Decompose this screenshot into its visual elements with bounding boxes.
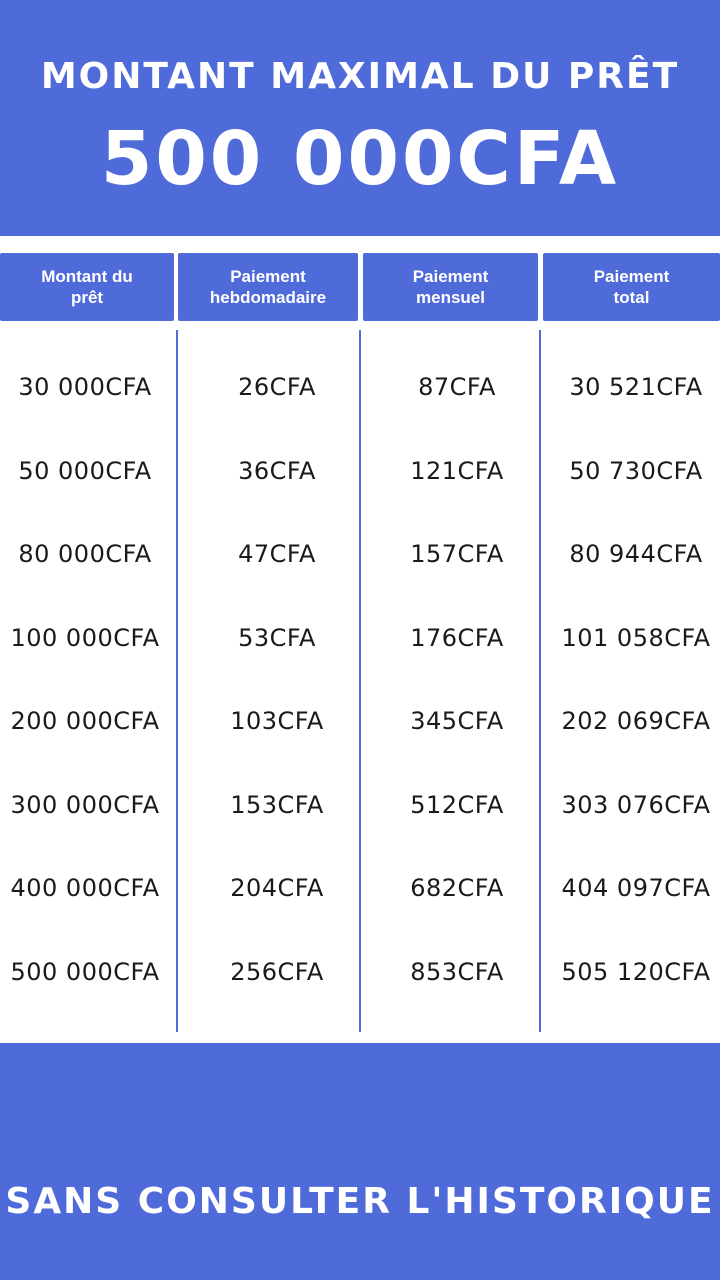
table-cell-loan-amount: 80 000CFA [18, 540, 152, 568]
table-cell-loan-amount: 100 000CFA [10, 623, 160, 652]
table-cell-monthly-payment: 853CFA [410, 957, 504, 986]
table-cell-weekly-payment: 36CFA [238, 456, 316, 485]
table-cell-monthly-payment: 87CFA [418, 373, 496, 401]
table-cell-weekly-payment: 103CFA [230, 707, 324, 735]
column-divider [176, 330, 178, 1032]
column-header-label: Paiement mensuel [412, 267, 489, 307]
table-cell-total-payment: 202 069CFA [561, 707, 711, 735]
table-cell-total-payment: 303 076CFA [561, 790, 711, 819]
table-cell-total-payment: 101 058CFA [561, 623, 711, 652]
column-divider [359, 330, 361, 1032]
table-cell-monthly-payment: 157CFA [410, 540, 504, 568]
table-cell-weekly-payment: 204CFA [230, 874, 324, 902]
table-cell-loan-amount: 30 000CFA [18, 373, 152, 401]
column-header-total-payment [543, 253, 720, 321]
column-header-label: Paiement total [593, 267, 670, 307]
column-divider [539, 330, 541, 1032]
footer-text: SANS CONSULTER L'HISTORIQUE [5, 1181, 715, 1222]
table-cell-monthly-payment: 121CFA [410, 456, 504, 485]
column-header-label: Montant du prêt [41, 267, 133, 307]
table-cell-loan-amount: 500 000CFA [10, 957, 160, 986]
table-cell-total-payment: 50 730CFA [569, 456, 703, 485]
bottom-banner [0, 1043, 720, 1280]
table-cell-total-payment: 404 097CFA [561, 874, 711, 902]
table-cell-loan-amount: 200 000CFA [10, 707, 160, 735]
table-cell-weekly-payment: 26CFA [238, 373, 316, 401]
table-cell-total-payment: 30 521CFA [569, 373, 703, 401]
column-header-weekly-payment [178, 253, 358, 321]
table-cell-monthly-payment: 345CFA [410, 707, 504, 735]
column-header-label: Paiement hebdomadaire [209, 267, 327, 307]
table-cell-total-payment: 505 120CFA [561, 957, 711, 986]
table-cell-weekly-payment: 53CFA [238, 623, 316, 652]
table-cell-weekly-payment: 153CFA [230, 790, 324, 819]
table-cell-total-payment: 80 944CFA [569, 540, 703, 568]
table-cell-weekly-payment: 256CFA [230, 957, 324, 986]
table-cell-monthly-payment: 682CFA [410, 874, 504, 902]
table-cell-weekly-payment: 47CFA [238, 540, 316, 568]
column-header-loan-amount [0, 253, 174, 321]
column-header-monthly-payment [363, 253, 538, 321]
table-cell-loan-amount: 300 000CFA [10, 790, 160, 819]
page-title: MONTANT MAXIMAL DU PRÊT [40, 56, 680, 97]
table-cell-loan-amount: 400 000CFA [10, 874, 160, 902]
top-banner [0, 0, 720, 236]
table-cell-monthly-payment: 512CFA [410, 790, 504, 819]
table-cell-loan-amount: 50 000CFA [18, 456, 152, 485]
max-loan-amount: 500 000CFA [100, 116, 620, 202]
table-cell-monthly-payment: 176CFA [410, 623, 504, 652]
